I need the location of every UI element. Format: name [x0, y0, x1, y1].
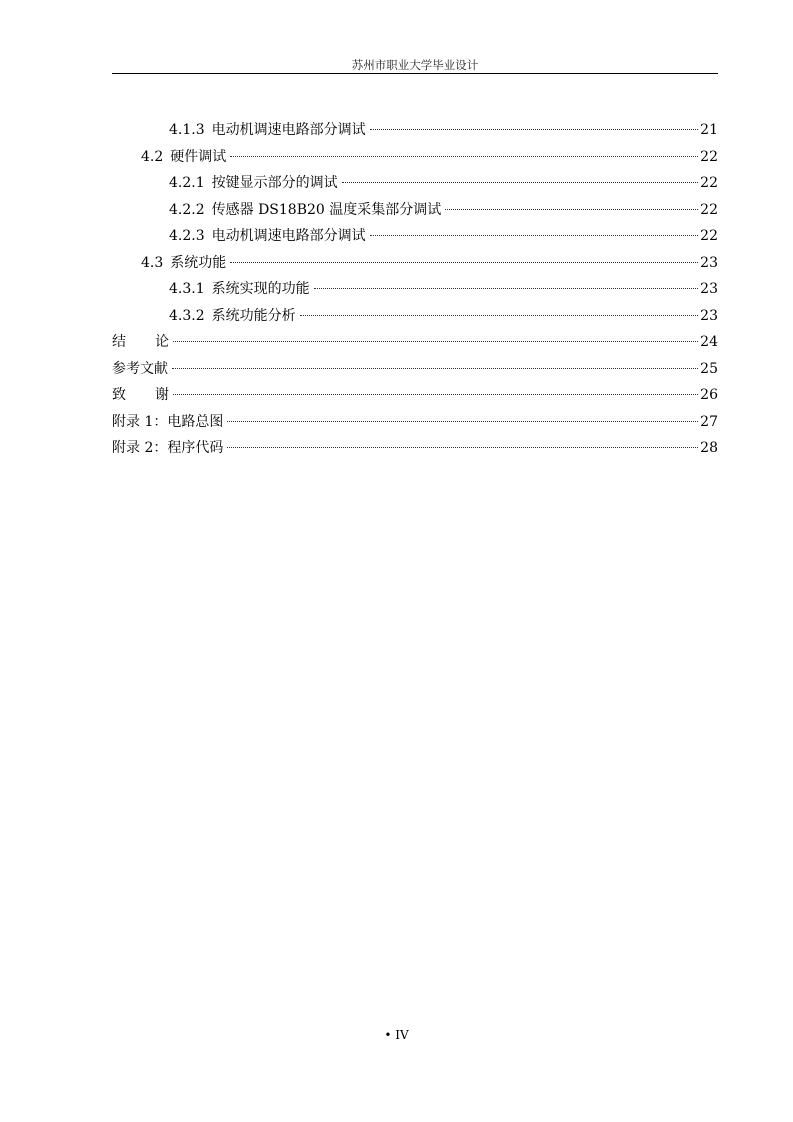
header-rule	[112, 73, 718, 74]
toc-entry-label: 系统功能分析	[211, 307, 296, 324]
toc-entry-page: 24	[700, 334, 718, 350]
toc-entry-page: 23	[700, 307, 718, 324]
toc-entry-page: 22	[700, 148, 718, 165]
toc-entry-appendix-2[interactable]	[112, 435, 718, 462]
toc-entry-4-2[interactable]	[112, 144, 718, 171]
dot-leader	[227, 447, 698, 448]
dot-leader	[230, 262, 698, 263]
dot-leader	[227, 421, 698, 422]
dot-leader	[314, 288, 699, 289]
toc-entry-label: 系统实现的功能	[211, 281, 310, 297]
toc-entry-page: 26	[700, 387, 718, 403]
dot-leader	[370, 129, 699, 130]
toc-entry-number: 4.3.2	[169, 307, 205, 324]
toc-entry-4-1-3[interactable]	[112, 117, 718, 144]
toc-entry-label: 电动机调速电路部分调试	[211, 228, 366, 244]
toc-entry-number: 4.2.1	[169, 175, 205, 191]
toc-entry-number: 4.2	[141, 148, 164, 165]
toc-entry-page: 22	[700, 175, 718, 191]
toc-entry-label: 结论	[112, 334, 198, 350]
dot-leader	[172, 368, 698, 369]
toc-entry-page: 28	[700, 440, 718, 456]
toc-entry-label: 致谢	[112, 387, 198, 403]
toc-entry-label: 系统功能	[170, 254, 227, 271]
dot-leader	[173, 394, 698, 395]
toc-entry-appendix-1[interactable]	[112, 409, 718, 436]
toc-entry-4-3-2[interactable]	[112, 303, 718, 330]
toc-entry-page: 22	[700, 201, 718, 218]
toc-entry-number: 4.1.3	[169, 122, 205, 138]
toc-entry-label: 硬件调试	[170, 148, 227, 165]
toc-entry-4-3-1[interactable]	[112, 276, 718, 303]
toc-entry-number: 4.2.2	[169, 201, 205, 218]
dot-leader	[173, 341, 698, 342]
toc-entry-acknowledgements[interactable]	[112, 382, 718, 409]
toc-entry-label: 按键显示部分的调试	[211, 175, 338, 191]
toc-entry-number: 4.2.3	[169, 228, 205, 244]
toc-entry-page: 25	[700, 360, 718, 377]
toc-entry-4-2-1[interactable]	[112, 170, 718, 197]
running-header: 苏州市职业大学毕业设计	[351, 58, 479, 72]
toc-entry-4-3[interactable]	[112, 250, 718, 277]
toc-entry-label: 参考文献	[112, 360, 168, 377]
toc-entry-number: 4.3	[141, 254, 164, 271]
page-number: • IV	[384, 1028, 409, 1042]
dot-leader	[445, 209, 698, 210]
toc-entry-4-2-3[interactable]	[112, 223, 718, 250]
toc-entry-page: 22	[700, 228, 718, 244]
toc-entry-page: 23	[700, 254, 718, 271]
toc-entry-page: 21	[700, 122, 718, 138]
dot-leader	[370, 235, 699, 236]
dot-leader	[300, 315, 699, 316]
toc-entry-conclusion[interactable]	[112, 329, 718, 356]
toc-entry-references[interactable]	[112, 356, 718, 383]
dot-leader	[230, 156, 698, 157]
table-of-contents	[112, 117, 718, 462]
toc-entry-label: 传感器 DS18B20 温度采集部分调试	[211, 201, 442, 218]
toc-entry-number: 4.3.1	[169, 281, 205, 297]
toc-entry-4-2-2[interactable]	[112, 197, 718, 224]
toc-entry-label: 电动机调速电路部分调试	[211, 122, 366, 138]
toc-entry-label: 附录 1：电路总图	[112, 413, 224, 430]
toc-entry-label: 附录 2：程序代码	[112, 440, 224, 456]
toc-entry-page: 23	[700, 281, 718, 297]
toc-entry-page: 27	[700, 413, 718, 430]
dot-leader	[342, 182, 699, 183]
